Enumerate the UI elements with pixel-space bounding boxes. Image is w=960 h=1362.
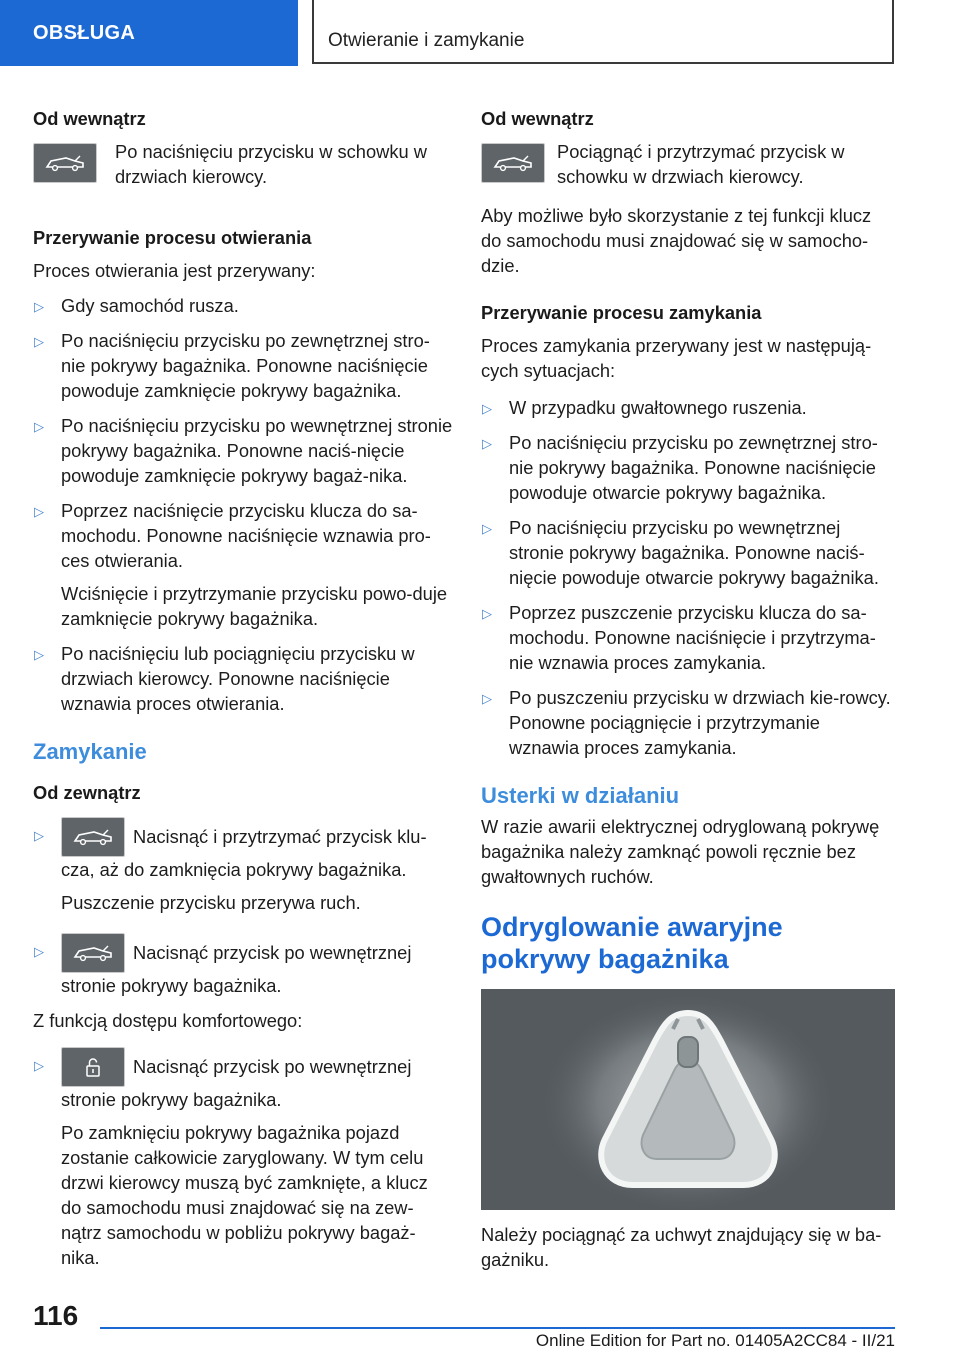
image-caption: Należy pociągnąć za uchwyt znajdujący się w ba-gażniku.	[481, 1224, 882, 1270]
lock-icon	[61, 1047, 125, 1087]
subheading-interrupt-closing: Przerywanie procesu zamykania	[481, 302, 762, 323]
triangle-right-icon: ▷	[482, 691, 492, 706]
heading-malfunction: Usterki w działaniu	[481, 783, 680, 808]
list-item: ▷ Gdy samochód rusza.	[33, 293, 453, 318]
edition-text: Online Edition for Part no. 01405A2CC84 - II/21	[535, 1331, 895, 1350]
subheading-from-inside: Od wewnątrz	[481, 108, 594, 129]
list-item: ▷ W przypadku gwałtownego ruszenia.	[481, 395, 895, 420]
left-column	[33, 100, 453, 1280]
heading-closing: Zamykanie	[33, 739, 147, 764]
page-number: 116	[33, 1300, 79, 1331]
list-item: ▷ Po naciśnięciu przycisku po zewnętrznej stro-nie pokrywy bagażnika. Ponowne naciśnięcie powoduje zamknięcie pokrywy bagażnika.	[34, 330, 430, 401]
list-item-followup: Wciśnięcie i przytrzymanie przycisku powo-duje zamknięcie pokrywy bagażnika.	[61, 583, 448, 629]
page-header	[0, 0, 960, 66]
section-title: OBSŁUGA	[0, 0, 298, 66]
paragraph: W razie awarii elektrycznej odryglowaną pokrywę bagażnika należy zamknąć powoli ręcznie bez gwałtownych ruchów.	[481, 816, 880, 887]
bullet-list-closing-interrupt	[481, 395, 895, 760]
list-item-followup: Puszczenie przycisku przerywa ruch.	[61, 892, 361, 913]
tailgate-release-handle-image	[481, 989, 895, 1210]
car-tailgate-icon	[481, 143, 545, 183]
car-tailgate-icon	[61, 817, 125, 857]
triangle-right-icon: ▷	[34, 1058, 44, 1073]
icon-text: Pociągnąć i przytrzymać przycisk w schowku w drzwiach kierowcy.	[557, 141, 845, 187]
bullet-list-opening	[33, 293, 453, 716]
triangle-right-icon: ▷	[34, 334, 44, 349]
list-item: ▷ Po puszczeniu przycisku w drzwiach kie-rowcy. Ponowne pociągnięcie i przytrzymanie wznawia proces zamykania.	[482, 687, 891, 758]
list-item: ▷ Nacisnąć przycisk po wewnętrznej stronie pokrywy bagażnika. Po zamknięciu pokrywy bagażnika pojazd zostanie całkowicie zaryglowany. W tym celu drzwi kierowcy muszą być zamknięte, a klucz do samochodu musi znajdować się na zew-nątrz samochodu w pobliżu pokrywy bagaż-nika.	[33, 1047, 453, 1270]
footer-divider	[100, 1327, 895, 1329]
list-item: ▷ Poprzez puszczenie przycisku klucza do sa-mochodu. Ponowne naciśnięcie i przytrzyma-nie wznawia proces zamykania.	[482, 602, 876, 673]
list-item-followup: Po zamknięciu pokrywy bagażnika pojazd zostanie całkowicie zaryglowany. W tym celu drzwi kierowcy muszą być zamknięte, a klucz do samochodu musi znajdować się na zew-nątrz samochodu w pobliżu pokrywy bagaż-nika.	[61, 1122, 428, 1268]
list-item: ▷ Po naciśnięciu przycisku po wewnętrznej stronie pokrywy bagażnika. Ponowne naciś-nięcie powoduje otwarcie pokrywy bagażnika.	[482, 517, 879, 588]
paragraph: Proces otwierania jest przerywany:	[33, 260, 316, 281]
list-item: ▷ Nacisnąć i przytrzymać przycisk klu-cza, aż do zamknięcia pokrywy bagażnika. Puszczenie przycisku przerywa ruch.	[33, 817, 453, 915]
list-item: ▷ Poprzez naciśnięcie przycisku klucza do sa-mochodu. Ponowne naciśnięcie wznawia pro-ces otwierania. Wciśnięcie i przytrzymanie przycisku powo-duje zamknięcie pokrywy bagażnika.	[33, 498, 453, 631]
right-column	[481, 100, 895, 1272]
icon-text: Po naciśnięciu przycisku w schowku w drzwiach kierowcy.	[115, 141, 427, 187]
triangle-right-icon: ▷	[482, 521, 492, 536]
triangle-right-icon: ▷	[34, 944, 44, 959]
paragraph: Z funkcją dostępu komfortowego:	[33, 1010, 303, 1031]
subheading-from-outside: Od zewnątrz	[33, 782, 141, 803]
paragraph: Proces zamykania przerywany jest w następują-cych sytuacjach:	[481, 335, 872, 381]
triangle-right-icon: ▷	[482, 436, 492, 451]
car-tailgate-icon	[33, 143, 97, 183]
triangle-right-icon: ▷	[34, 419, 44, 434]
triangle-right-icon: ▷	[482, 606, 492, 621]
bullet-list-comfort	[33, 1047, 453, 1270]
bullet-list-closing	[33, 817, 453, 998]
icon-row-door-button	[481, 139, 895, 189]
triangle-right-icon: ▷	[482, 401, 492, 416]
triangle-right-icon: ▷	[34, 299, 44, 314]
icon-row-door-button	[33, 139, 453, 189]
list-item: ▷ Nacisnąć przycisk po wewnętrznej stronie pokrywy bagażnika.	[33, 933, 453, 998]
list-item: ▷ Po naciśnięciu lub pociągnięciu przycisku w drzwiach kierowcy. Ponowne naciśnięcie wznawia proces otwierania.	[34, 643, 415, 714]
subheading-interrupt-opening: Przerywanie procesu otwierania	[33, 227, 312, 248]
list-item: ▷ Po naciśnięciu przycisku po zewnętrznej stro-nie pokrywy bagażnika. Ponowne naciśnięcie powoduje otwarcie pokrywy bagażnika.	[482, 432, 878, 503]
triangle-right-icon: ▷	[34, 647, 44, 662]
triangle-right-icon: ▷	[34, 828, 44, 843]
car-tailgate-icon	[61, 933, 125, 973]
triangle-right-icon: ▷	[34, 504, 44, 519]
subheading-from-inside: Od wewnątrz	[33, 108, 146, 129]
chapter-title: Otwieranie i zamykanie	[328, 30, 525, 51]
chapter-title-box	[312, 0, 894, 64]
handle-illustration	[481, 989, 895, 1210]
list-item: ▷ Po naciśnięciu przycisku po wewnętrznej stronie pokrywy bagażnika. Ponowne naciś-nięcie powoduje zamknięcie pokrywy bagaż-nika.	[34, 415, 453, 486]
paragraph: Aby możliwe było skorzystanie z tej funkcji klucz do samochodu musi znajdować się w samocho-dzie.	[481, 205, 872, 276]
heading-emergency-unlock: Odryglowanie awaryjne pokrywy bagażnika	[481, 912, 783, 974]
